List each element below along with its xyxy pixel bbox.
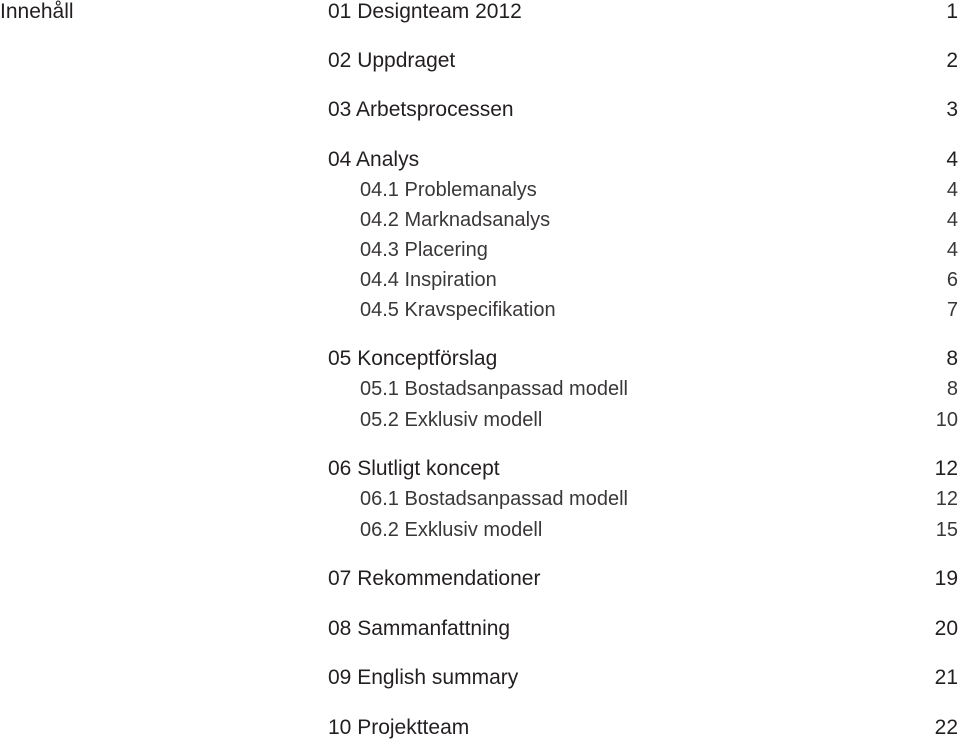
toc-entry-title: 04.1 Problemanalys — [360, 179, 537, 201]
toc-entry-title: 06 Slutligt koncept — [328, 457, 500, 480]
toc-entry-title: 05.2 Exklusiv modell — [360, 409, 543, 431]
toc-entry-page: 4 — [946, 239, 958, 261]
toc-entry-title: 10 Projektteam — [328, 716, 470, 739]
toc-entry-title: 06.1 Bostadsanpassad modell — [360, 488, 628, 510]
toc-entry[interactable] — [328, 567, 958, 591]
toc-entry-title: 08 Sammanfattning — [328, 617, 511, 640]
toc-entry-title: 02 Uppdraget — [328, 49, 456, 72]
toc-entry-title: 05 Konceptförslag — [328, 347, 498, 370]
toc-entry-title: 01 Designteam 2012 — [328, 0, 522, 23]
toc-entry-title: 04.5 Kravspecifikation — [360, 299, 556, 321]
toc-subentry[interactable] — [328, 178, 958, 202]
toc-list — [328, 0, 958, 742]
toc-subentry[interactable] — [328, 518, 958, 542]
toc-entry-title: 04.2 Marknadsanalys — [360, 209, 551, 231]
toc-entry-page: 4 — [946, 148, 958, 171]
toc-entry[interactable] — [328, 148, 958, 172]
toc-entry-page: 12 — [934, 457, 958, 480]
toc-entry-page: 8 — [946, 347, 958, 370]
toc-entry-page: 4 — [946, 209, 958, 231]
toc-subentry[interactable] — [328, 238, 958, 262]
toc-entry[interactable] — [328, 98, 958, 122]
toc-entry-page: 21 — [934, 666, 958, 689]
toc-entry[interactable] — [328, 666, 958, 690]
toc-entry-page: 3 — [946, 98, 958, 121]
toc-entry[interactable] — [328, 49, 958, 73]
toc-entry-title: 04.3 Placering — [360, 239, 488, 261]
toc-entry-page: 22 — [934, 716, 958, 739]
toc-entry-page: 19 — [934, 567, 958, 590]
toc-heading: Innehåll — [0, 0, 74, 23]
toc-subentry[interactable] — [328, 298, 958, 322]
toc-entry-title: 03 Arbetsprocessen — [328, 98, 514, 121]
toc-entry[interactable] — [328, 716, 958, 740]
toc-entry-title: 04 Analys — [328, 148, 420, 171]
toc-entry-page: 8 — [946, 378, 958, 400]
toc-subentry[interactable] — [328, 408, 958, 432]
toc-entry-page: 12 — [935, 488, 958, 510]
toc-entry-page: 6 — [946, 269, 958, 291]
toc-subentry[interactable] — [328, 208, 958, 232]
toc-subentry[interactable] — [328, 268, 958, 292]
toc-entry-title: 09 English summary — [328, 666, 519, 689]
toc-entry-page: 10 — [935, 409, 958, 431]
toc-entry-title: 04.4 Inspiration — [360, 269, 497, 291]
toc-entry[interactable] — [328, 0, 958, 24]
toc-subentry[interactable] — [328, 377, 958, 401]
toc-entry-page: 4 — [946, 179, 958, 201]
toc-entry-title: 05.1 Bostadsanpassad modell — [360, 378, 628, 400]
toc-entry[interactable] — [328, 347, 958, 371]
toc-entry-page: 2 — [946, 49, 958, 72]
toc-entry-page: 7 — [946, 299, 958, 321]
toc-subentry[interactable] — [328, 487, 958, 511]
toc-entry[interactable] — [328, 457, 958, 481]
toc-entry-title: 06.2 Exklusiv modell — [360, 519, 543, 541]
toc-entry-page: 1 — [946, 0, 958, 23]
toc-entry[interactable] — [328, 617, 958, 641]
toc-entry-page: 20 — [934, 617, 958, 640]
toc-entry-title: 07 Rekommendationer — [328, 567, 541, 590]
toc-entry-page: 15 — [935, 519, 958, 541]
